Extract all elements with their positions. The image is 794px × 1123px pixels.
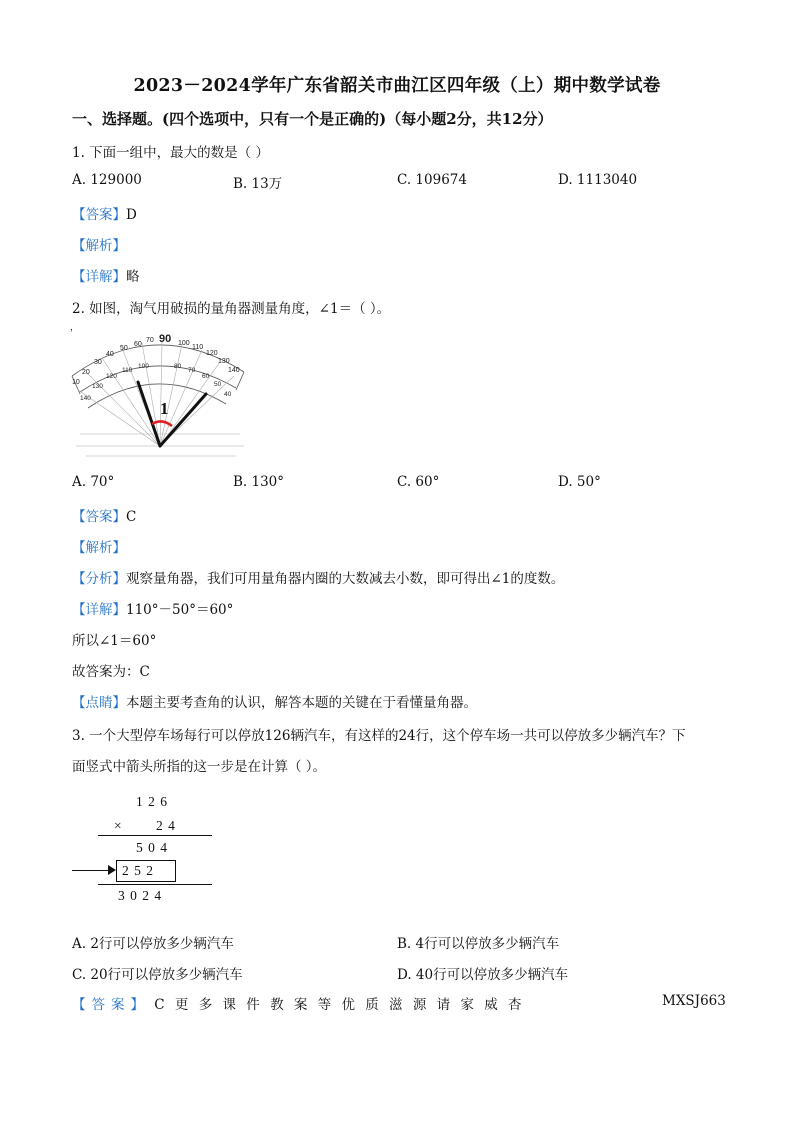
protractor-inner-labels bbox=[80, 363, 232, 402]
inner-tick-label: 120 bbox=[106, 373, 117, 380]
answer-value: C bbox=[126, 509, 137, 525]
protractor-outline bbox=[72, 345, 244, 408]
page-title: 2023－2024学年广东省韶关市曲江区四年级（上）期中数学试卷 bbox=[133, 76, 661, 96]
detail-tag: 【详解】 bbox=[72, 602, 126, 618]
q2-answer bbox=[72, 505, 136, 525]
answer-tag: 【答案】 bbox=[72, 509, 126, 525]
tick-label: 130 bbox=[218, 358, 230, 365]
dianjing-text: 本题主要考查角的认识，解答本题的关键在于看懂量角器。 bbox=[126, 695, 477, 711]
tick-label: 140 bbox=[228, 367, 240, 374]
inner-tick-label: 110 bbox=[122, 367, 133, 374]
tick-label: 120 bbox=[206, 350, 218, 357]
q2-fenxi bbox=[72, 567, 564, 587]
q1-analysis-tag: 【解析】 bbox=[72, 238, 126, 254]
q3-option-a: A. 2行可以停放多少辆汽车 bbox=[72, 936, 234, 952]
q1-option-a: A. 129000 bbox=[72, 172, 142, 188]
detail-text: 110°－50°＝60° bbox=[126, 602, 234, 618]
q2-line3: 故答案为：C bbox=[72, 664, 150, 680]
underline-2 bbox=[98, 884, 212, 885]
inner-tick-label: 70 bbox=[188, 367, 196, 374]
inner-tick-label: 140 bbox=[80, 395, 91, 402]
tick-label: 110 bbox=[192, 344, 204, 351]
q2-line2: 所以∠1＝60° bbox=[72, 633, 157, 649]
q1-option-d: D. 1113040 bbox=[558, 172, 638, 188]
inner-tick-label: 50 bbox=[214, 381, 222, 388]
q3-option-c: C. 20行可以停放多少辆汽车 bbox=[72, 967, 243, 983]
vertical-row3: 5 0 4 bbox=[136, 840, 168, 855]
section-heading: 一、选择题。(四个选项中，只有一个是正确的)（每小题2分，共12分） bbox=[72, 110, 553, 128]
q1-answer bbox=[72, 203, 137, 223]
tick-label: 10 bbox=[72, 379, 80, 386]
tick-label: 60 bbox=[134, 341, 142, 348]
footer-tag: 【答案】 bbox=[72, 997, 150, 1013]
answer-tag: 【答案】 bbox=[72, 207, 126, 223]
angle-label: 1 bbox=[160, 399, 169, 418]
answer-value: D bbox=[126, 207, 137, 223]
inner-tick-label: 100 bbox=[138, 363, 149, 370]
protractor-outer-labels bbox=[72, 333, 240, 386]
q2-detail bbox=[72, 598, 233, 618]
detail-text: 略 bbox=[126, 269, 140, 285]
footer-line bbox=[72, 993, 525, 1013]
vertical-row1: 1 2 6 bbox=[136, 794, 168, 809]
q2-option-d: D. 50° bbox=[558, 474, 601, 490]
q3-option-d: D. 40行可以停放多少辆汽车 bbox=[397, 967, 569, 983]
q2-option-c: C. 60° bbox=[397, 474, 440, 490]
angle-arc bbox=[152, 421, 172, 426]
inner-tick-label: 80 bbox=[174, 363, 182, 370]
q1-stem: 1. 下面一组中，最大的数是（ ） bbox=[72, 145, 269, 161]
q3-stem-line1: 3. 一个大型停车场每行可以停放126辆汽车，有这样的24行，这个停车场一共可以停放多少辆汽车？下 bbox=[72, 728, 686, 744]
inner-tick-label: 60 bbox=[202, 373, 210, 380]
q2-option-a: A. 70° bbox=[72, 474, 115, 490]
q2-analysis-tag: 【解析】 bbox=[72, 540, 126, 556]
underline-1 bbox=[98, 835, 212, 836]
protractor-figure bbox=[66, 328, 246, 460]
tick-label-90: 90 bbox=[159, 333, 172, 345]
fenxi-tag: 【分析】 bbox=[72, 571, 126, 587]
vertical-multiplication bbox=[72, 788, 232, 908]
vertical-row5: 3 0 2 4 bbox=[118, 888, 163, 903]
tick-label: 40 bbox=[106, 351, 114, 358]
vertical-row2: 2 4 bbox=[156, 818, 176, 833]
q2-small-mark: ， bbox=[70, 323, 80, 333]
arrow-head-icon bbox=[108, 865, 116, 875]
q1-option-b: B. 13万 bbox=[233, 176, 283, 192]
q2-dianjing bbox=[72, 691, 477, 711]
tick-label: 70 bbox=[146, 337, 154, 344]
dianjing-tag: 【点睛】 bbox=[72, 695, 126, 711]
q3-option-b: B. 4行可以停放多少辆汽车 bbox=[397, 936, 560, 952]
inner-tick-label: 40 bbox=[224, 391, 232, 398]
tick-label: 30 bbox=[94, 359, 102, 366]
tick-label: 20 bbox=[82, 369, 90, 376]
footer-text: C 更 多 课 件 教 案 等 优 质 滋 源 请 家 威 杏 bbox=[154, 997, 525, 1013]
q2-stem: 2. 如图，淘气用破损的量角器测量角度，∠1＝（ ）。 bbox=[72, 301, 391, 317]
q1-option-c: C. 109674 bbox=[397, 172, 467, 188]
fenxi-text: 观察量角器，我们可用量角器内圈的大数减去小数，即可得出∠1的度数。 bbox=[126, 571, 565, 587]
arrow-shaft bbox=[72, 870, 110, 871]
q3-stem-line2: 面竖式中箭头所指的这一步是在计算（ ）。 bbox=[72, 759, 327, 775]
tick-label: 100 bbox=[178, 340, 190, 347]
vertical-row4: 2 5 2 bbox=[122, 863, 154, 878]
footer-code: MXSJ663 bbox=[662, 993, 726, 1009]
q2-option-b: B. 130° bbox=[233, 474, 285, 490]
times-sign: × bbox=[114, 818, 122, 833]
inner-tick-label: 130 bbox=[92, 383, 103, 390]
q1-detail bbox=[72, 265, 140, 285]
angle-ray-left bbox=[138, 382, 160, 446]
detail-tag: 【详解】 bbox=[72, 269, 126, 285]
tick-label: 50 bbox=[120, 345, 128, 352]
